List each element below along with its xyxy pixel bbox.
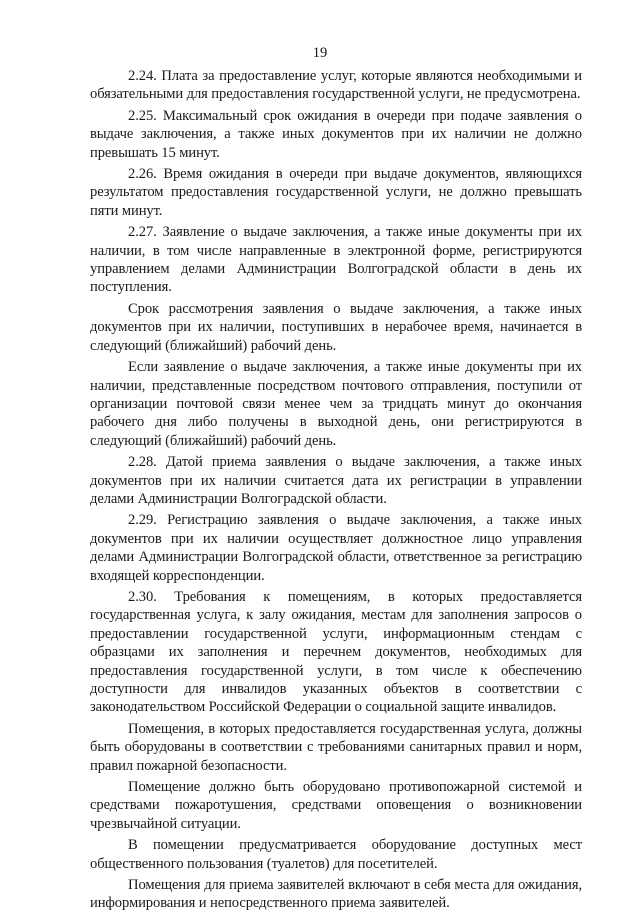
paragraph-2-29: 2.29. Регистрацию заявления о выдаче заключения, а также иных документов при их наличии осуществляет должностное лицо управления делами Администрации Волгоградской области, ответственное за регистрацию входящей корреспонденции. [90, 512, 582, 584]
paragraph-premises-sanitary: Помещения, в которых предоставляется государственная услуга, должны быть оборудованы в соответствии с требованиями санитарных правил и норм, правил пожарной безопасности. [90, 720, 582, 774]
paragraph-review-term: Срок рассмотрения заявления о выдаче заключения, а также иных документов при их наличии, поступивших в нерабочее время, начинается в следующий (ближайший) рабочий день. [90, 300, 582, 354]
paragraph-2-25: 2.25. Максимальный срок ожидания в очереди при подаче заявления о выдаче заключения, а также иных документов при их наличии не должно превышать 15 минут. [90, 107, 582, 161]
paragraph-2-26: 2.26. Время ожидания в очереди при выдаче документов, являющихся результатом предоставления государственной услуги, не должно превышать пяти минут. [90, 166, 582, 219]
paragraph-2-28: 2.28. Датой приема заявления о выдаче заключения, а также иных документов при их наличии считается дата их регистрации в управлении делами Администрации Волгоградской области. [90, 454, 582, 507]
paragraph-public-toilets: В помещении предусматривается оборудование доступных мест общественного пользования (туалетов) для посетителей. [90, 837, 582, 872]
paragraph-2-30: 2.30. Требования к помещениям, в которых предоставляется государственная услуга, к залу ожидания, местам для заполнения запросов о предоставлении государственной услуги, информационным стендам с образцами их заполнения и перечнем документов, необходимых для предоставления государственной услуги, в том числе к обеспечению доступности для инвалидов указанных объектов в соответствии с законодательством Российской Федерации о социальной защите инвалидов. [90, 588, 582, 716]
paragraph-fire-safety: Помещение должно быть оборудовано противопожарной системой и средствами пожаротушения, средствами оповещения о возникновении чрезвычайной ситуации. [90, 779, 582, 832]
paragraph-2-24: 2.24. Плата за предоставление услуг, которые являются необходимыми и обязательными для предоставления государственной услуги, не предусмотрена. [90, 68, 582, 103]
paragraph-2-27: 2.27. Заявление о выдаче заключения, а также иные документы при их наличии, в том числе направленные в электронной форме, регистрируются управлением делами Администрации Волгоградской области в день их поступления. [90, 224, 582, 296]
page-number: 19 [312, 45, 328, 61]
paragraph-reception-areas: Помещения для приема заявителей включают в себя места для ожидания, информирования и непосредственного приема заявителей. [90, 877, 582, 912]
paragraph-postal-delivery: Если заявление о выдаче заключения, а также иные документы при их наличии, представленные посредством почтового отправления, поступили от организации почтовой связи менее чем за тридцать минут до окончания рабочего дня либо получены в выходной день, они регистрируются в следующий (ближайший) рабочий день. [90, 359, 582, 449]
document-body [90, 67, 582, 916]
